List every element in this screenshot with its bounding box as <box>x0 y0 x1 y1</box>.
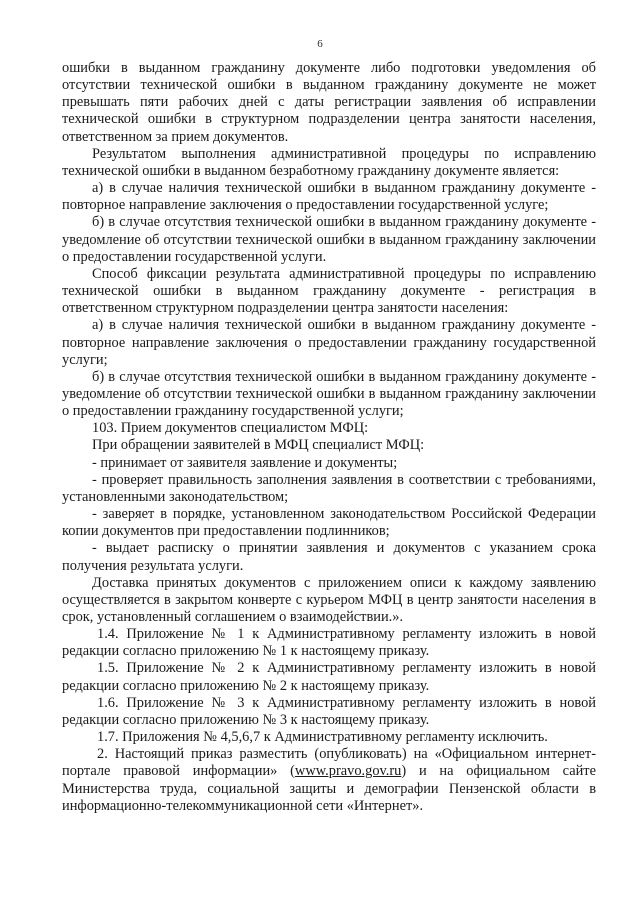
final-paragraph <box>62 746 596 815</box>
paragraph: б) в случае отсутствия технической ошибки в выданном гражданину документе - уведомление об отсутствии технической ошибки в выданном гражданину заключении о предоставлении гражданину государственной услуги; <box>62 368 596 420</box>
paragraph: Доставка принятых документов с приложением описи к каждому заявлению осуществляется в закрытом конверте с курьером МФЦ в центр занятости населения в срок, установленный соглашением о взаимодействии.». <box>62 574 596 625</box>
paragraph: 1.6. Приложение № 3 к Административному регламенту изложить в новой редакции согласно приложению № 3 к настоящему приказу. <box>62 694 596 728</box>
paragraph: 1.4. Приложение № 1 к Административному регламенту изложить в новой редакции согласно приложению № 1 к настоящему приказу. <box>62 626 596 660</box>
list-item: - выдает расписку о принятии заявления и документов с указанием срока получения результата услуги. <box>62 540 596 574</box>
list-item: - проверяет правильность заполнения заявления в соответствии с требованиями, установленными законодательством; <box>62 471 596 505</box>
paragraph: б) в случае отсутствия технической ошибки в выданном гражданину документе - уведомление об отсутствии технической ошибки в выданном гражданину заключении о предоставлении государственной услуги. <box>62 214 596 265</box>
pravo-link[interactable]: www.pravo.gov.ru <box>294 763 402 780</box>
section-heading: 103. Прием документов специалистом МФЦ: <box>92 420 369 437</box>
document-body <box>62 60 596 815</box>
list-item: - заверяет в порядке, установленном законодательством Российской Федерации копии документов при предоставлении подлинников; <box>62 506 596 540</box>
paragraph: 1.7. Приложения № 4,5,6,7 к Административному регламенту исключить. <box>97 729 548 746</box>
paragraph: 1.5. Приложение № 2 к Административному регламенту изложить в новой редакции согласно приложению № 2 к настоящему приказу. <box>62 660 596 694</box>
paragraph: ошибки в выданном гражданину документе либо подготовки уведомления об отсутствии технической ошибки в выданном гражданину документе не может превышать пяти рабочих дней с даты регистрации заявления об исправлении технической ошибки в структурном подразделении центра занятости населения, ответственном за прием документов. <box>62 60 596 145</box>
list-item: - принимает от заявителя заявление и документы; <box>92 454 398 471</box>
paragraph: Способ фиксации результата административной процедуры по исправлению технической ошибки в выданном гражданину документе - регистрация в ответственном структурном подразделении центра занятости населения: <box>62 265 596 317</box>
final-text-after-link: ) и на официальном сайте Министерства труда, социальной защиты и демографии Пензенской области в информационно-телекоммуникационной сети «Интернет». <box>62 763 596 814</box>
paragraph: Результатом выполнения административной процедуры по исправлению технической ошибки в выданном безработному гражданину документе является: <box>62 145 596 179</box>
final-text-before-link: 2. Настоящий приказ разместить (опубликовать) на «Официальном интернет-портале правовой информации» ( <box>62 746 596 780</box>
paragraph: При обращении заявителей в МФЦ специалист МФЦ: <box>92 437 425 454</box>
page-number: 6 <box>317 38 323 50</box>
paragraph: а) в случае наличия технической ошибки в выданном гражданину документе - повторное направление заключения о предоставлении гражданину государственной услуги; <box>62 317 596 368</box>
paragraph: а) в случае наличия технической ошибки в выданном гражданину документе - повторное направление заключения о предоставлении государственной услуге; <box>62 180 596 214</box>
